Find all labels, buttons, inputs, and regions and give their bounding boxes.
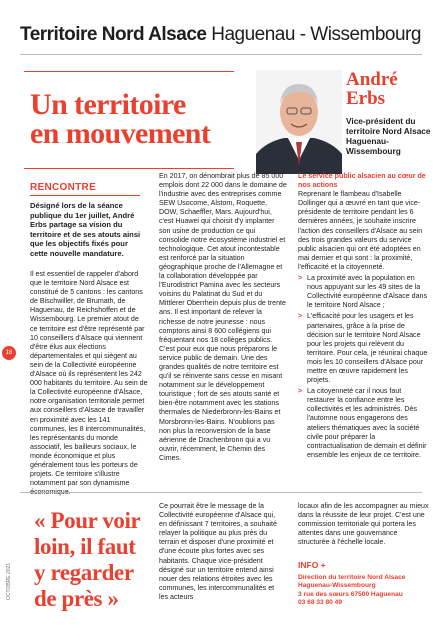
title-bottom-rule: [24, 168, 234, 169]
arrow-icon: >: [298, 387, 303, 396]
body-column-3: [298, 172, 430, 462]
info-line: Direction du territoire Nord Alsace: [298, 574, 406, 581]
section-label: RENCONTRE: [30, 182, 97, 193]
column-3-heading: Le service public alsacien au cœur de nos actions: [298, 172, 426, 190]
article-title-line-2: en mouvement: [30, 117, 211, 150]
section-label-rule: [30, 195, 140, 196]
lead-paragraph: Désigné lors de la séance publique du 1er juillet, André Erbs partage sa vision du territoire et de ses atouts ainsi que les objectifs fixés pour cette nouvelle mandature.: [30, 201, 141, 258]
body-column-1-text: Il est essentiel de rappeler d'abord que le territoire Nord Alsace est constitué de 5 cantons : les cantons de Bischwiller, de Brumath, de Haguenau, de Reichshoffen et de Wissembourg. Le premier atout de ce territoire est d'être représenté par 10 conseillers d'Alsace qui viennent d'être élus aux élections départementales et qui siègent au sein de la Collectivité européenne d'Alsace où ils représentent les 242 000 habitants du territoire. Au sein de la Collectivité européenne d'Alsace, notre organisation territoriale permet aux conseillers d'Alsace de travailler en proximité avec les 141 communes, les 8 intercommunalités, les représentants du monde associatif, les bailleurs sociaux, le monde économique et plus généralement tous les porteurs de projets. Ce territoire s'illustre notamment par son dynamisme: [30, 270, 148, 488]
pull-quote-line: de près »: [34, 586, 119, 611]
pull-quote-line: y regarder: [34, 560, 134, 585]
pull-quote: [34, 508, 152, 612]
arrow-icon: >: [298, 274, 303, 283]
article-title-line-1: Un territoire: [30, 88, 186, 121]
list-item: > La citoyenneté car il nous faut restaurer la confiance entre les collectivités et les administrés. Dès l'automne nous engagerons des ateliers thématiques avec la société civile pour préparer la contractualisation de demain et définir ensemble les enjeux de ce territoire.: [298, 387, 427, 459]
article-title: [30, 90, 240, 148]
info-contact: [298, 574, 430, 608]
title-top-rule: [24, 71, 234, 72]
person-last-name: Erbs: [346, 88, 386, 109]
header-title-regular: Haguenau - Wissembourg: [211, 24, 421, 45]
person-first-name: André: [346, 69, 398, 90]
person-role: Vice-président du territoire Nord Alsace Haguenau-Wissembourg: [346, 116, 431, 156]
list-item: > La proximité avec la population en nous appuyant sur les 49 sites de la Collectivité européenne d'Alsace dans le territoire Nord Alsace ;: [298, 274, 428, 310]
body-column-4: Ce pourrait être le message de la Collectivité européenne d'Alsace qui, en définissant 7 territoires, a souhaité relayer la politique au plus près du terrain et disposer d'une proximité et d'une écoute plus fortes avec ses habitants. Chaque vice-président désigné sur un territoire entend ainsi nouer des relations étroites avec les communes, les intercommunalités et les acteurs: [159, 502, 277, 601]
info-phone: 03 68 33 80 49: [298, 599, 342, 607]
body-column-2-text: En 2017, on dénombrait plus de 85 000 emplois dont 22 000 dans le domaine de l'industrie avec des entreprises comme SEW Usocome, Alstom, Roquette, DOW, Schaeffler, Mars. Aujourd'hui, c'est Huawei qui choisit d'y implanter son usine de production ce qui consolide notre écosystème industriel et technologique. Cet atout incontestable est renforcé par la situation géographique proche de l'Allemagne et la collaboration développée par l'Eurodistrict Pamina avec les secteurs voisins du Palatinat du Sud et du Mittlerer Oberrhein depuis plus de trente ans. Il est important de relever la richesse de notre jeunesse : nous comptons ainsi 8 600 collégiens qui fréquentant nos 18 collèges publics. C'est pour eux que nous préparons le service public de demain. Une des grandes qualités de notre territoire est qu'il se réinvente sans cesse en misant notamment sur le développement touristique ; fort de ses atouts santé et bien-être notamment avec les stations thermales de Niederbronn-les-Bains et Morsbronn-les-Bains. N'oublions pas non plus la reconversion de la base aérienne de Drachenbronn qui a vu ouvrir, récemment, le Chemin des Cimes.: [159, 172, 287, 462]
body-column-5: locaux afin de les accompagner au mieux dans la réussite de leur projet. C'est une commission territoriale qui portera les attentes dans une gouvernance structurée à l'échelle locale.: [298, 502, 429, 547]
header-title-bold: Territoire Nord Alsace: [20, 24, 207, 45]
header-title: [20, 24, 421, 46]
pull-quote-line: loin, il faut: [34, 534, 136, 559]
issue-date: OCTOBRE 2021: [6, 562, 12, 600]
info-line: 3 rue des sœurs 67500 Haguenau: [298, 590, 403, 598]
pull-quote-line: « Pour voir: [34, 508, 141, 533]
person-name: [346, 70, 436, 108]
body-column-1: [30, 270, 148, 497]
column-3-intro: Reprenant le flambeau d'Isabelle Dollinger qui a œuvré en tant que vice-présidente de territoire pendant les 6 dernières années, je souhaite inscrire l'action des conseillers d'Alsace au sein des trois grandes valeurs du service public alsacien qui ont été adoptées en mai dernier et qui sont : la proximité, l'efficacité et la citoyenneté.: [298, 190, 423, 271]
bottom-section-divider: [20, 492, 422, 493]
arrow-icon: >: [298, 312, 303, 321]
header-divider: [20, 54, 422, 55]
page-number: 18: [2, 346, 16, 360]
list-item: > L'efficacité pour les usagers et les partenaires, grâce à la prise de décision sur le territoire Nord Alsace pour les projets qui relèvent du territoire. Pour cela, je réunirai chaque mois les 10 conseillers d'Alsace pour mettre en œuvre rapidement les projets.: [298, 312, 428, 385]
body-column-2: [159, 172, 287, 463]
info-heading: INFO +: [298, 560, 326, 570]
info-line: Haguenau-Wissembourg: [298, 582, 376, 590]
portrait-photo: [256, 70, 342, 174]
values-list: [298, 274, 430, 460]
